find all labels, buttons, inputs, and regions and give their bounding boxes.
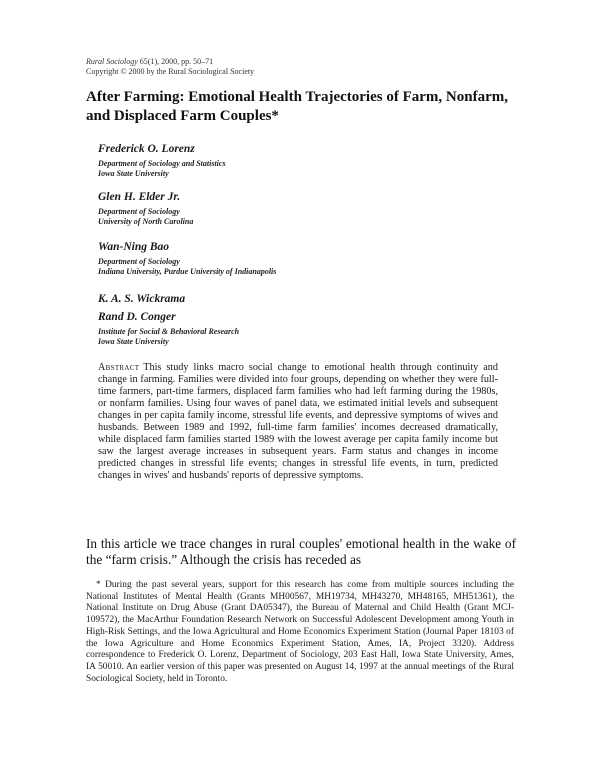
author-block-elder xyxy=(98,190,458,227)
author-name: Frederick O. Lorenz xyxy=(98,143,195,155)
author-affiliation-institution: Iowa State University xyxy=(98,337,169,346)
author-affiliation-institution: University of North Carolina xyxy=(98,217,194,226)
footnote-marker: * xyxy=(96,580,101,590)
journal-name: Rural Sociology xyxy=(86,57,138,66)
author-name: K. A. S. Wickrama xyxy=(98,293,186,305)
journal-copyright: Copyright © 2000 by the Rural Sociological Society xyxy=(86,66,255,76)
author-name: Rand D. Conger xyxy=(98,311,176,323)
author-affiliation-department: Department of Sociology xyxy=(98,207,180,216)
article-title: After Farming: Emotional Health Trajectories of Farm, Nonfarm, and Displaced Farm Couples* xyxy=(86,89,508,124)
author-block-bao xyxy=(98,240,458,277)
footnote xyxy=(86,580,514,685)
author-block-lorenz xyxy=(98,142,458,179)
journal-volume-pages: 65(1), 2000, pp. 50–71 xyxy=(137,57,214,66)
author-affiliation-institution: Indiana University, Purdue University of Indianapolis xyxy=(98,267,277,276)
author-affiliation-department: Institute for Social & Behavioral Research xyxy=(98,327,240,336)
abstract-label: Abstract xyxy=(98,362,140,373)
author-affiliation-institution: Iowa State University xyxy=(98,169,169,178)
author-name: Glen H. Elder Jr. xyxy=(98,191,181,203)
abstract-text: This study links macro social change to emotional health through continuity and change in farming. Families were divided into four groups, depending on whether they were full-time farmers, part-time farmers, displaced farm families who had left farming during the 1980s, or nonfarm families. Using four waves of panel data, we estimated initial levels and subsequent changes in per capita family income, stressful life events, and depressive symptoms of wives and husbands. Between 1989 and 1992, full-time farm families' incomes decreased dramatically, while displaced farm families started 1989 with the lowest average per capita family income but saw the largest average increases in subsequent years. Farm status and changes in income predicted changes in stressful life events; changes in stressful life events, in turn, predicted changes in wives' and husbands' reports of depressive symptoms. xyxy=(98,362,498,481)
footnote-text: During the past several years, support for this research has come from multiple sources including the National Institutes of Mental Health (Grants MH00567, MH19734, MH43270, MH48165, MH51361), the National Institute on Drug Abuse (Grant DA05347), the Bureau of Maternal and Child Health (Grant MCJ-109572), the MacArthur Foundation Research Network on Successful Adolescent Development among Youth in High-Risk Settings, and the Iowa Agricultural and Home Economics Experiment Station (Journal Paper 18103 of the Iowa Agriculture and Home Economics Experiment Station, Ames, IA, Project 3320). Address correspondence to Frederick O. Lorenz, Department of Sociology, 203 East Hall, Iowa State University, Ames, IA 50010. An earlier version of this paper was presented on August 14, 1997 at the annual meetings of the Rural Sociological Society, held in Toronto. xyxy=(86,580,514,684)
author-name: Wan-Ning Bao xyxy=(98,241,170,253)
author-affiliation-department: Department of Sociology and Statistics xyxy=(98,159,226,168)
journal-header xyxy=(86,57,506,76)
author-affiliation-department: Department of Sociology xyxy=(98,257,180,266)
author-block-wickrama xyxy=(98,292,458,309)
body-paragraph: In this article we trace changes in rural couples' emotional health in the wake of the “farm crisis.” Although the crisis has receded as xyxy=(86,536,516,567)
journal-citation xyxy=(86,57,506,67)
author-block-conger xyxy=(98,310,458,347)
abstract xyxy=(98,362,498,482)
